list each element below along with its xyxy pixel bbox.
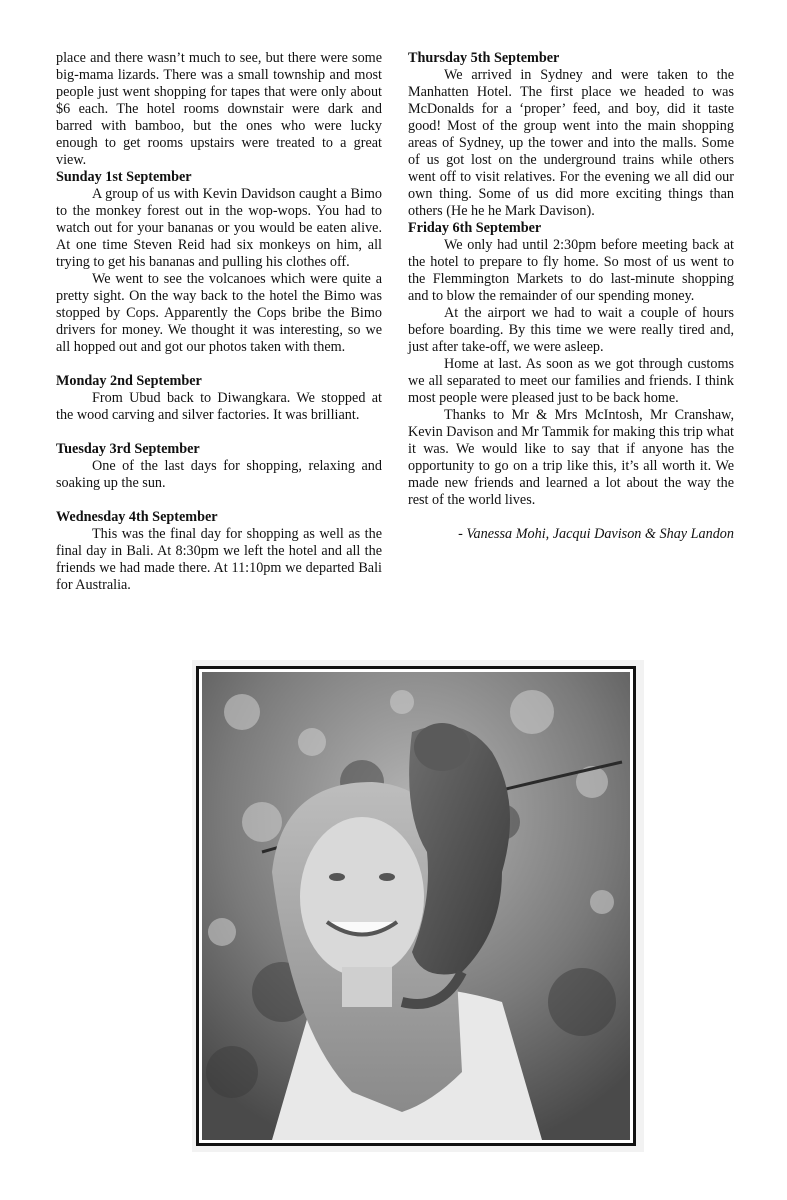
author-signature: - Vanessa Mohi, Jacqui Davison & Shay Landon: [458, 526, 734, 542]
neck: [342, 967, 392, 1007]
face: [300, 817, 424, 977]
paragraph: We only had until 2:30pm before meeting back at the hotel to prepare to fly home. So most of us went to the Flemmington Markets to do last-minute shopping and to blow the remainder of our spending money.: [408, 237, 734, 304]
photo-girl-with-monkey: [202, 672, 630, 1140]
left-eye: [329, 873, 345, 881]
photo-frame: [196, 666, 636, 1146]
paragraph: Home at last. As soon as we got through customs we all separated to meet our families and friends. I think most people were pleased just to be back home.: [408, 356, 734, 406]
monkey-head: [414, 723, 470, 771]
paragraph: From Ubud back to Diwangkara. We stopped at the wood carving and silver factories. It was brilliant.: [56, 390, 382, 423]
photo: [202, 672, 630, 1140]
right-column: [408, 50, 734, 543]
section-heading-friday: Friday 6th September: [408, 220, 542, 236]
section-heading-sunday: Sunday 1st September: [56, 169, 192, 185]
section-heading-monday: Monday 2nd September: [56, 373, 202, 389]
intro-paragraph: place and there wasn’t much to see, but there were some big-mama lizards. There was a small township and most people just went shopping for tapes that were only about $6 each. The hotel rooms downstair were dark and barred with bamboo, but the ones who were lucky enough to get rooms upstairs were treated to a great view.: [56, 50, 382, 168]
paragraph: This was the final day for shopping as well as the final day in Bali. At 8:30pm we left the hotel and all the friends we had made there. At 11:10pm we departed Bali for Australia.: [56, 526, 382, 593]
section-heading-wednesday: Wednesday 4th September: [56, 509, 218, 525]
section-heading-thursday: Thursday 5th September: [408, 50, 560, 66]
section-heading-tuesday: Tuesday 3rd September: [56, 441, 200, 457]
left-column: [56, 50, 382, 594]
paragraph: We arrived in Sydney and were taken to the Manhatten Hotel. The first place we headed to was McDonalds for a ‘proper’ feed, and boy, did it taste good! Most of the group went into the main shopping areas of Sydney, up the tower and into the malls. Some of us got lost on the underground trains while others went off to visit relatives. For the evening we all did our own thing. Some of us did more exciting things than others (He he he Mark Davison).: [408, 67, 734, 219]
paragraph: One of the last days for shopping, relaxing and soaking up the sun.: [56, 458, 382, 491]
paragraph: A group of us with Kevin Davidson caught a Bimo to the monkey forest out in the wop-wops. You had to watch out for your bananas or you would be eaten alive. At one time Steven Reid had six monkeys on him, all trying to get his bananas and pulling his clothes off.: [56, 186, 382, 270]
paragraph: Thanks to Mr & Mrs McIntosh, Mr Cranshaw, Kevin Davison and Mr Tammik for making this trip what it was. We would like to say that if anyone has the opportunity to go on a trip like this, it’s all worth it. We made new friends and learned a lot about the way the rest of the world lives.: [408, 407, 734, 508]
right-eye: [379, 873, 395, 881]
paragraph: At the airport we had to wait a couple of hours before boarding. By this time we were really tired and, just after take-off, we were asleep.: [408, 305, 734, 355]
paragraph: We went to see the volcanoes which were quite a pretty sight. On the way back to the hotel the Bimo was stopped by Cops. Apparently the Cops bribe the Bimo drivers for money. We thought it was interesting, so we all hopped out and got our photos taken with them.: [56, 271, 382, 355]
